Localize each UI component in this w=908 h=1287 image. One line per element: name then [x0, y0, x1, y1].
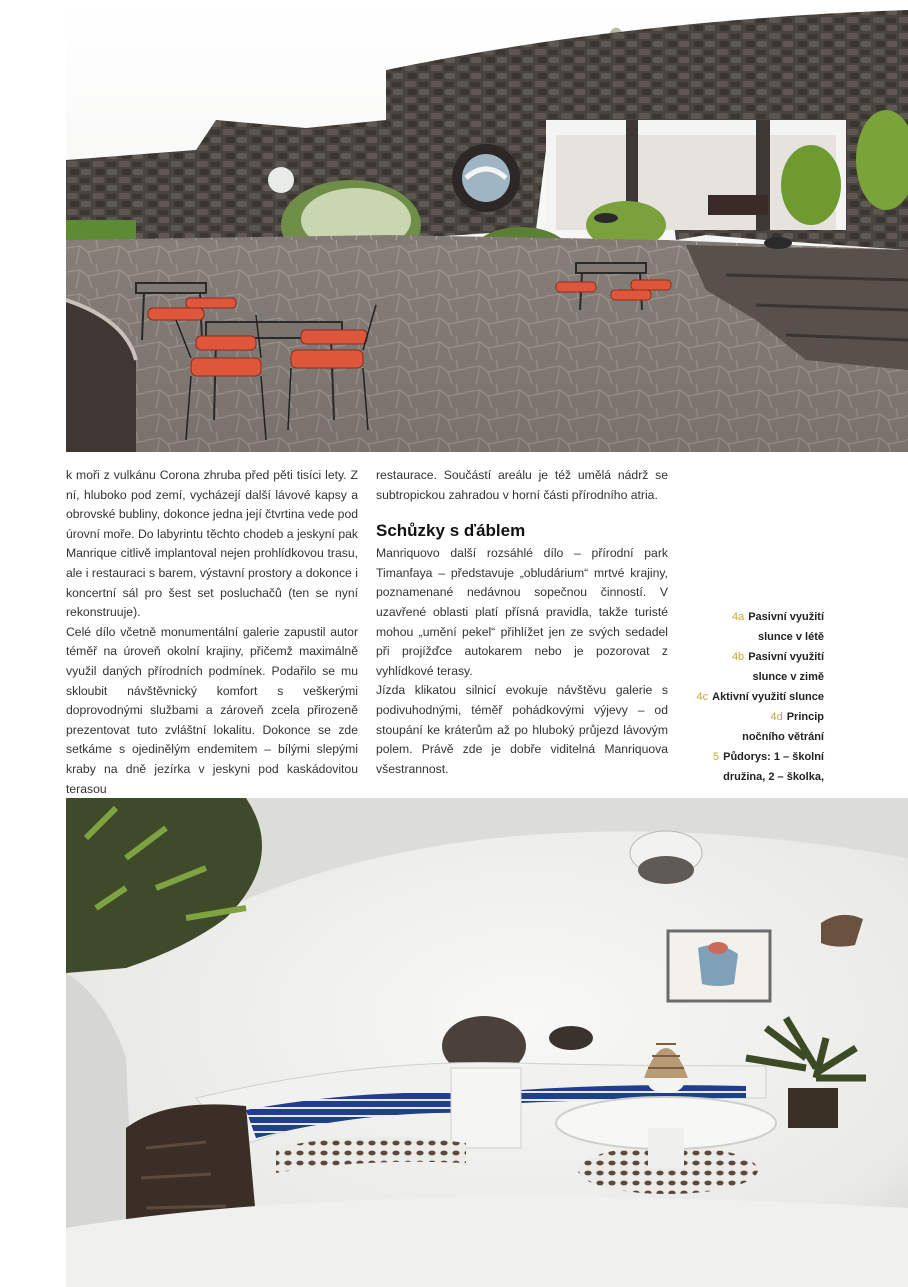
caption-text: Princip: [786, 711, 824, 723]
article-paragraph: Jízda klikatou silnicí evokuje návštěvu galerie s podivuhodnými, téměř pohádkovými výjevy – od stoupání ke kráterům až po hluboký průjezd lávovým polem. Právě zde je dobře viditelná Manriquova všestrannost.: [376, 683, 668, 776]
article-paragraph: Celé dílo včetně monumentální galerie zapustil autor téměř na úroveň okolní krajiny, přičemž maximálně využil daných přírodních podmínek. Podařilo se mu skloubit návštěvnický komfort s veškerými doprovodnými službami a zároveň zcela přirozeně prezentovat tuto zvláštní lokalitu. Dokonce se zde setkáme s ojedinělým endemitem – bílými slepými kraby na dně jezírka v jeskyni pod kaskádovitou terasou: [66, 624, 358, 796]
caption-text: Aktivní využití slunce: [712, 691, 824, 703]
article-subheading: Schůzky s ďáblem: [376, 521, 526, 541]
caption-4d: [654, 707, 824, 727]
caption-number: 4c: [696, 691, 709, 703]
photo-terrace-courtyard: [66, 0, 908, 452]
photo-white-cave-lounge: [66, 798, 908, 1287]
photo-white-cave-lounge-art: [66, 798, 908, 1287]
article-paragraph: k moři z vulkánu Corona zhruba před pěti tisíci lety. Z ní, hluboko pod zemí, vycházejí další lávové kapsy a obrovské bubliny, dokonce jedna její čtvrtina vede pod úrovní moře. Do labyrintu těchto chodeb a jeskyní pak Manrique citlivě implantoval nejen prohlídkovou trasu, ale i restauraci s barem, výstavní prostory a dokonce i koncertní sál pro šest set posluchačů (ten se nyní rekonstruuje).: [66, 468, 358, 620]
figure-captions: [654, 607, 824, 787]
caption-text: družina, 2 – školka,: [723, 771, 824, 783]
caption-number: 4a: [731, 611, 745, 623]
caption-text: Půdorys: 1 – školní: [723, 751, 824, 763]
article-column-middle: [376, 466, 668, 779]
article-paragraph: Manriquovo další rozsáhlé dílo – přírodní park Timanfaya – představuje „obludárium“ mrtvé krajiny, poznamenané nedávnou sopečnou činností. V uzavřené oblasti platí přísná pravidla, takže turisté mohou „umění pekel“ přihlížet jen ze svých sedadel při projížďce autokarem nebo je pozorovat z vyhlídkové terasy.: [376, 546, 668, 678]
caption-4b: [654, 647, 824, 667]
photo-terrace-courtyard-art: [66, 0, 908, 452]
caption-text: slunce v zimě: [752, 671, 824, 683]
caption-text: slunce v létě: [757, 631, 824, 643]
caption-number: 4d: [770, 711, 783, 723]
caption-number: 5: [713, 751, 720, 763]
caption-4a: [654, 607, 824, 627]
caption-number: 4b: [731, 651, 745, 663]
caption-text: Pasivní využití: [748, 611, 824, 623]
article-paragraph: restaurace. Součástí areálu je též umělá nádrž se subtropickou zahradou v horní části přírodního atria.: [376, 468, 668, 502]
caption-5: [654, 747, 824, 767]
caption-text: Pasivní využití: [748, 651, 824, 663]
caption-text: nočního větrání: [742, 731, 824, 743]
article-column-left: [66, 466, 358, 799]
caption-4c: [654, 687, 824, 707]
